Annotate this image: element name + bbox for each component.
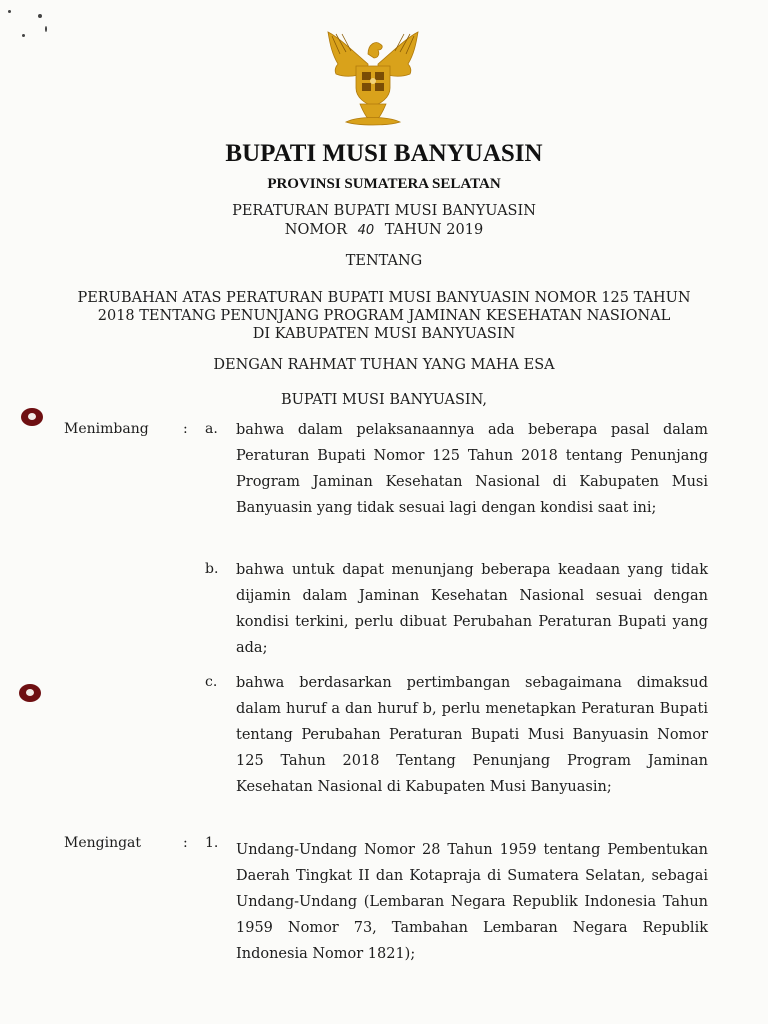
item-marker: 1. — [205, 835, 219, 851]
number-prefix: NOMOR — [284, 222, 348, 238]
punch-hole — [19, 684, 41, 702]
menimbang-item-c: bahwa berdasarkan pertimbangan sebagaimana dimaksud dalam huruf a dan huruf b, perlu menetapkan Peraturan Bupati tentang Perubahan Peraturan Bupati Musi Banyuasin Nomor 125 Tahun 2018 Tentang Penunjang Program Jaminan Kesehatan Nasional di Kabupaten Musi Banyuasin; — [236, 675, 708, 795]
regulation-number — [0, 221, 768, 240]
punch-hole — [21, 408, 43, 426]
regulation-name: PERATURAN BUPATI MUSI BANYUASIN — [232, 203, 536, 219]
menimbang-label: Menimbang — [64, 421, 149, 437]
menimbang-item-a: bahwa dalam pelaksanaannya ada beberapa pasal dalam Peraturan Bupati Nomor 125 Tahun 2018 tentang Penunjang Program Jaminan Kesehatan Nasional di Kabupaten Musi Banyuasin yang tidak sesuai lagi dengan kondisi saat ini; — [236, 422, 708, 516]
subject-line: PERUBAHAN ATAS PERATURAN BUPATI MUSI BANYUASIN NOMOR 125 TAHUN — [77, 290, 691, 306]
scan-speck — [45, 26, 47, 32]
menimbang-colon: : — [183, 421, 188, 437]
scan-speck — [38, 14, 42, 18]
regulation-heading — [0, 202, 768, 240]
subject-line: 2018 TENTANG PENUNJANG PROGRAM JAMINAN KESEHATAN NASIONAL — [97, 308, 671, 324]
mengingat-item-1: Undang-Undang Nomor 28 Tahun 1959 tentang Pembentukan Daerah Tingkat II dan Kotapraja di Sumatera Selatan, sebagai Undang-Undang (Lembaran Negara Republik Indonesia Tahun 1959 Nomor 73, Tambahan Lembaran Negara Republik Indonesia Nomor 1821); — [236, 842, 708, 962]
authority-line: BUPATI MUSI BANYUASIN, — [281, 392, 487, 408]
scan-speck — [8, 10, 11, 13]
document-title: BUPATI MUSI BANYUASIN — [225, 140, 543, 167]
item-marker: b. — [205, 561, 219, 577]
menimbang-item-b: bahwa untuk dapat menunjang beberapa keadaan yang tidak dijamin dalam Jaminan Kesehatan Nasional sesuai dengan kondisi terkini, perlu dibuat Perubahan Peraturan Bupati yang ada; — [236, 562, 708, 656]
handwritten-number: 40 — [357, 223, 375, 238]
subject-line: DI KABUPATEN MUSI BANYUASIN — [252, 326, 516, 342]
province-name: PROVINSI SUMATERA SELATAN — [267, 176, 501, 192]
about-heading: TENTANG — [345, 253, 423, 269]
mengingat-colon: : — [183, 835, 188, 851]
scan-speck — [22, 34, 25, 37]
item-marker: c. — [205, 674, 218, 690]
regulation-subject — [0, 289, 768, 343]
blessing-line: DENGAN RAHMAT TUHAN YANG MAHA ESA — [213, 357, 555, 373]
garuda-crest-emblem — [318, 24, 428, 134]
number-year: TAHUN 2019 — [384, 222, 484, 238]
item-marker: a. — [205, 421, 218, 437]
mengingat-label: Mengingat — [64, 835, 142, 851]
